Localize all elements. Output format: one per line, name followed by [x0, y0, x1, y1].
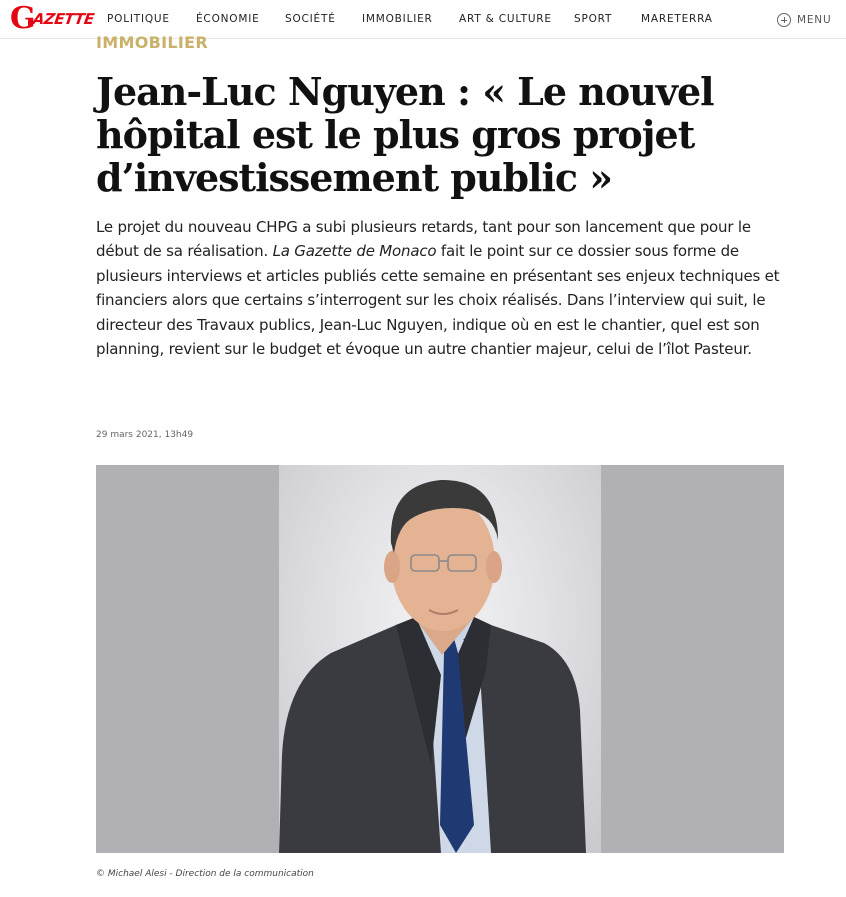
article-photo: [96, 465, 784, 853]
article-chapeau: [96, 215, 786, 361]
portrait-illustration: [96, 465, 784, 853]
chapeau-publication-name: La Gazette de Monaco: [272, 242, 437, 261]
nav-item-politique[interactable]: POLITIQUE: [107, 13, 170, 25]
gazette-logo[interactable]: [10, 1, 95, 36]
article-date: 29 mars 2021, 13h49: [96, 430, 194, 440]
article-category[interactable]: IMMOBILIER: [96, 33, 208, 52]
logo-initial: G: [10, 1, 35, 36]
plus-circle-icon: [777, 13, 791, 27]
chapeau-text-2: fait le point sur ce dossier sous forme de plusieurs interviews et articles publiés cette semaine en présentant ses enjeux techniques et financiers alors que certains s’interrogent sur les choix réalisés. Dans l’interview qui suit, le directeur des Travaux publics, Jean-Luc Nguyen, indique où en est le chantier, quel est son planning, revient sur le budget et évoque un autre chantier majeur, celui de l’îlot Pasteur.: [96, 242, 780, 359]
nav-item-societe[interactable]: SOCIÉTÉ: [285, 13, 336, 25]
nav-item-art-culture[interactable]: ART & CULTURE: [459, 13, 552, 25]
nav-item-mareterra[interactable]: MARETERRA: [641, 13, 713, 25]
article-title: Jean-Luc Nguyen : « Le nouvel hôpital est le plus gros projet d’investissement public »: [96, 69, 714, 200]
nav-item-immobilier[interactable]: IMMOBILIER: [362, 13, 433, 25]
menu-label: MENU: [797, 14, 832, 26]
nav-item-sport[interactable]: SPORT: [574, 13, 613, 25]
nav-item-economie[interactable]: ÉCONOMIE: [196, 13, 260, 25]
menu-button[interactable]: [777, 12, 831, 28]
logo-wordmark: AZETTE: [31, 10, 95, 28]
photo-credit: © Michael Alesi - Direction de la communication: [96, 869, 314, 879]
chapeau-text-1: Le projet du nouveau CHPG a subi plusieurs retards, tant pour son lancement que pour le début de sa réalisation.: [96, 218, 751, 261]
